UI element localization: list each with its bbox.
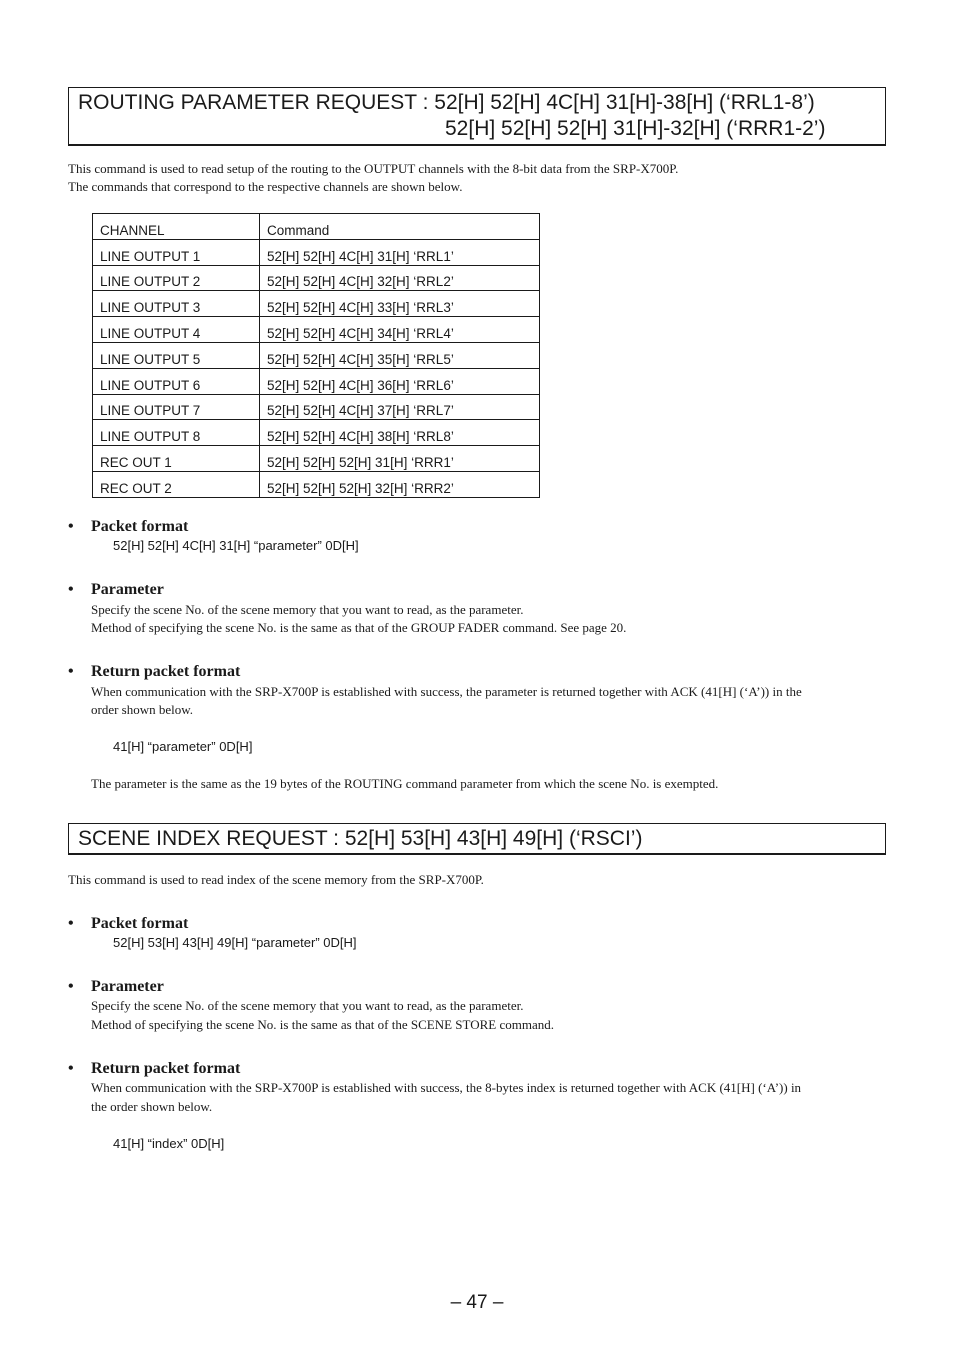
parameter-text-2: Method of specifying the scene No. is the same as that of the GROUP FADER command. See page 20.: [91, 620, 627, 635]
parameter-heading: [68, 581, 164, 599]
packet-format-heading: [68, 518, 188, 536]
table-header-row: [93, 214, 540, 240]
routing-parameter-request-heading: [68, 87, 886, 146]
intro-paragraph-1: This command is used to read setup of the routing to the OUTPUT channels with the 8-bit data from the SRP-X700P.: [68, 161, 679, 176]
packet-format-heading: [68, 915, 188, 933]
table-row: [93, 446, 540, 472]
scene-index-request-heading: [68, 823, 886, 855]
return-text-2: the order shown below.: [91, 1099, 213, 1114]
heading-line-2: 52[H] 52[H] 52[H] 31[H]-32[H] (‘RRR1-2’): [445, 117, 826, 140]
parameter-title: Parameter: [91, 978, 164, 995]
bullet: •: [68, 1060, 74, 1077]
table-row: [93, 239, 540, 265]
header-channel: CHANNEL: [93, 214, 260, 240]
packet-format-title: Packet format: [91, 518, 189, 535]
return-value: 41[H] “parameter” 0D[H]: [113, 739, 253, 754]
return-text-2: order shown below.: [91, 702, 194, 717]
return-packet-format-heading: [68, 663, 240, 681]
parameter-heading: [68, 978, 164, 996]
header-command: Command: [260, 214, 540, 240]
table-row: [93, 342, 540, 368]
channel-cell: LINE OUTPUT 5: [93, 342, 260, 368]
command-cell: 52[H] 52[H] 52[H] 32[H] ‘RRR2’: [260, 471, 540, 497]
parameter-title: Parameter: [91, 581, 164, 598]
command-cell: 52[H] 52[H] 4C[H] 35[H] ‘RRL5’: [260, 342, 540, 368]
packet-format-value: 52[H] 52[H] 4C[H] 31[H] “parameter” 0D[H]: [113, 538, 359, 553]
table-row: [93, 265, 540, 291]
table-row: [93, 420, 540, 446]
parameter-text-1: Specify the scene No. of the scene memory that you want to read, as the parameter.: [91, 998, 524, 1013]
command-cell: 52[H] 52[H] 4C[H] 31[H] ‘RRL1’: [260, 239, 540, 265]
heading-line-1: SCENE INDEX REQUEST : 52[H] 53[H] 43[H] 49[H] (‘RSCI’): [78, 827, 643, 850]
channel-cell: LINE OUTPUT 2: [93, 265, 260, 291]
bullet: •: [68, 518, 74, 535]
command-cell: 52[H] 52[H] 4C[H] 36[H] ‘RRL6’: [260, 368, 540, 394]
return-text-1: When communication with the SRP-X700P is established with success, the 8-bytes index is returned together with ACK (41[H] (‘A’)) in: [91, 1080, 802, 1095]
scene-index-intro: This command is used to read index of the scene memory from the SRP-X700P.: [68, 872, 484, 887]
parameter-text-1: Specify the scene No. of the scene memory that you want to read, as the parameter.: [91, 602, 524, 617]
channel-cell: REC OUT 1: [93, 446, 260, 472]
return-packet-format-title: Return packet format: [91, 1060, 241, 1077]
heading-line-1: ROUTING PARAMETER REQUEST : 52[H] 52[H] 4C[H] 31[H]-38[H] (‘RRL1-8’): [78, 91, 815, 114]
parameter-text-2: Method of specifying the scene No. is the same as that of the SCENE STORE command.: [91, 1017, 554, 1032]
return-text-1: When communication with the SRP-X700P is established with success, the parameter is returned together with ACK (41[H] (‘A’)) in the: [91, 684, 802, 699]
return-value: 41[H] “index” 0D[H]: [113, 1136, 225, 1151]
packet-format-value: 52[H] 53[H] 43[H] 49[H] “parameter” 0D[H]: [113, 935, 357, 950]
bullet: •: [68, 581, 74, 598]
table-row: [93, 368, 540, 394]
command-cell: 52[H] 52[H] 4C[H] 37[H] ‘RRL7’: [260, 394, 540, 420]
page-number: – 47 –: [450, 1292, 504, 1313]
channel-cell: LINE OUTPUT 1: [93, 239, 260, 265]
command-cell: 52[H] 52[H] 4C[H] 33[H] ‘RRL3’: [260, 291, 540, 317]
bullet: •: [68, 663, 74, 680]
return-packet-format-title: Return packet format: [91, 663, 241, 680]
channel-cell: LINE OUTPUT 8: [93, 420, 260, 446]
command-cell: 52[H] 52[H] 4C[H] 32[H] ‘RRL2’: [260, 265, 540, 291]
channel-cell: LINE OUTPUT 6: [93, 368, 260, 394]
channel-cell: LINE OUTPUT 3: [93, 291, 260, 317]
table-row: [93, 291, 540, 317]
bullet: •: [68, 915, 74, 932]
bullet: •: [68, 978, 74, 995]
command-cell: 52[H] 52[H] 4C[H] 34[H] ‘RRL4’: [260, 317, 540, 343]
channel-cell: REC OUT 2: [93, 471, 260, 497]
table-row: [93, 394, 540, 420]
channel-cell: LINE OUTPUT 7: [93, 394, 260, 420]
intro-paragraph-2: The commands that correspond to the respective channels are shown below.: [68, 179, 463, 194]
return-packet-format-heading: [68, 1060, 240, 1078]
command-cell: 52[H] 52[H] 52[H] 31[H] ‘RRR1’: [260, 446, 540, 472]
table-row: [93, 317, 540, 343]
command-cell: 52[H] 52[H] 4C[H] 38[H] ‘RRL8’: [260, 420, 540, 446]
packet-format-title: Packet format: [91, 915, 189, 932]
channel-cell: LINE OUTPUT 4: [93, 317, 260, 343]
routing-note: The parameter is the same as the 19 bytes of the ROUTING command parameter from which the scene No. is exempted.: [91, 776, 719, 791]
table-row: [93, 471, 540, 497]
channel-command-table: [92, 213, 540, 498]
